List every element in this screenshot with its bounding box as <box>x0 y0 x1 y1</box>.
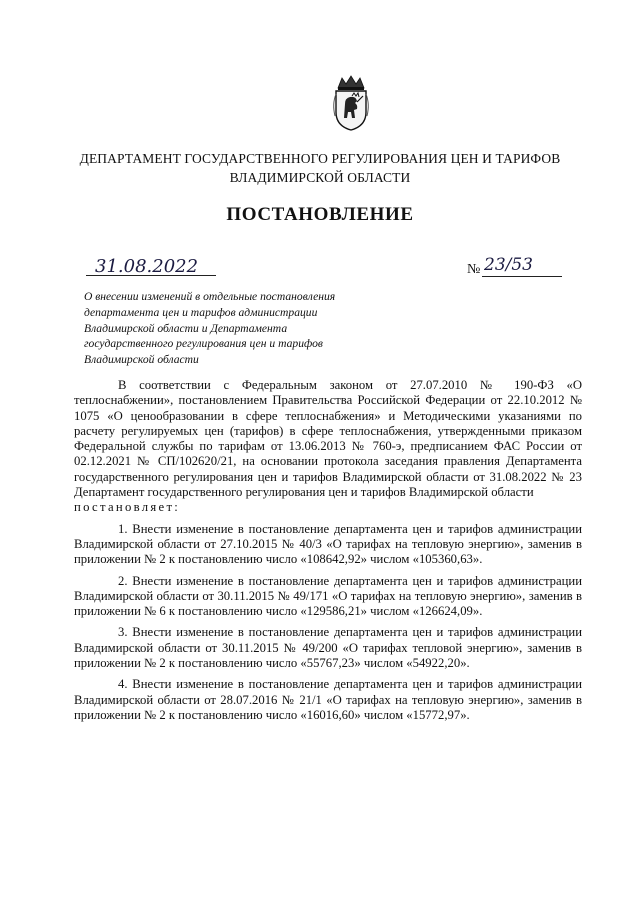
numbered-item: 3. Внести изменение в постановление департамента цен и тарифов администрации Владимирской области от 30.11.2015 № 49/200 «О тарифах тепловой энергию», заменив в приложении № 2 к постановлению число «55767,23» числом «54922,20». <box>74 625 582 671</box>
department-name-line1: ДЕПАРТАМЕНТ ГОСУДАРСТВЕННОГО РЕГУЛИРОВАНИЯ ЦЕН И ТАРИФОВ <box>79 151 561 166</box>
resolves-word: постановляет: <box>74 500 181 515</box>
document-subject <box>84 289 384 368</box>
preamble-paragraph: В соответствии с Федеральным законом от 27.07.2010 № 190-ФЗ «О теплоснабжении», постановлением Правительства Российской Федерации от 22.10.2012 № 1075 «О ценообразовании в сфере теплоснабжения» и Методическими указаниями по расчету регулируемых цен (тарифов) в сфере теплоснабжения, утвержденными приказом Федеральной службы по тарифам от 13.06.2013 № 760-э, предписанием ФАС России от 02.12.2021 № СП/102620/21, на основании протокола заседания правления Департамента государственного регулирования цен и тарифов Владимирской области от 31.08.2022 № 23 Департамент государственного регулирования цен и тарифов Владимирской области <box>74 378 582 500</box>
document-body <box>74 378 582 723</box>
department-name-line2: ВЛАДИМИРСКОЙ ОБЛАСТИ <box>229 170 411 185</box>
date-underline <box>86 275 216 276</box>
numbered-item: 4. Внести изменение в постановление департамента цен и тарифов администрации Владимирской области от 28.07.2016 № 21/1 «О тарифах на тепловую энергию», заменив в приложении № 2 к постановлению число «16016,60» числом «15772,97». <box>74 677 582 722</box>
subject-line: департамента цен и тарифов администрации <box>84 305 318 319</box>
numbered-item: 1. Внести изменение в постановление департамента цен и тарифов администрации Владимирской области от 27.10.2015 № 40/3 «О тарифах на тепловую энергию», заменив в приложении № 2 к постановлению число «108642,92» числом «105360,63». <box>74 521 582 567</box>
number-sign: № <box>467 262 481 277</box>
number-underline <box>482 276 562 277</box>
document-number: 23/53 <box>484 255 533 275</box>
numbered-item: 2. Внести изменение в постановление департамента цен и тарифов администрации Владимирской области от 30.11.2015 № 49/171 «О тарифах на тепловую энергию», заменив в приложении № 6 к постановлению число «129586,21» числом «126624,09». <box>74 573 582 619</box>
subject-line: Владимирской области <box>84 353 199 367</box>
coat-of-arms-emblem <box>330 74 372 132</box>
subject-line: О внесении изменений в отдельные постановления <box>84 290 336 303</box>
subject-line: Владимирской области и Департамента <box>84 321 288 335</box>
document-date: 31.08.2022 <box>95 256 199 277</box>
document-title: ПОСТАНОВЛЕНИЕ <box>226 204 414 225</box>
subject-line: государственного регулирования цен и тарифов <box>84 337 323 351</box>
